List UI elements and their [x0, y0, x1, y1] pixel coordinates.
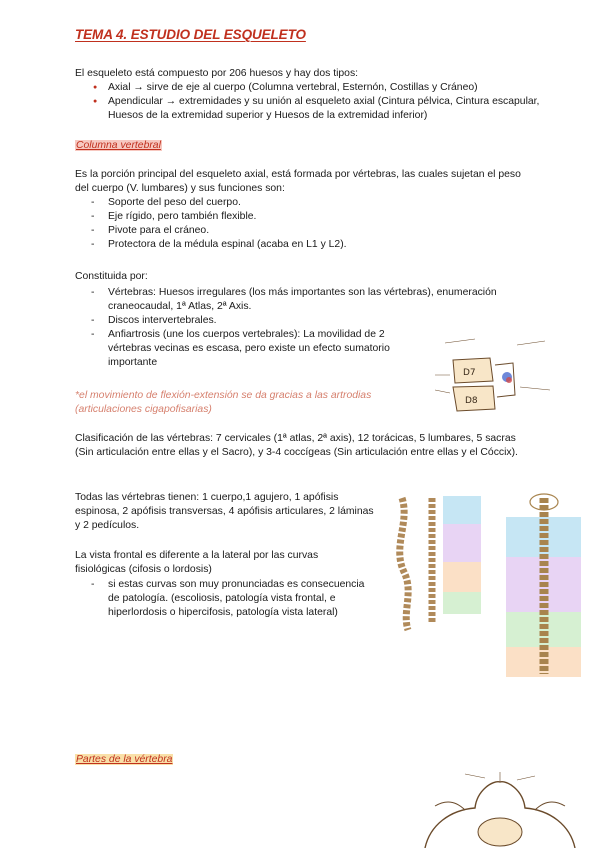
section-heading-partes: Partes de la vértebra	[76, 754, 173, 765]
vertebrae-diagram	[435, 335, 565, 415]
intro-text: El esqueleto está compuesto por 206 huesos y hay dos tipos:	[75, 68, 359, 79]
list-item: - si estas curvas son muy pronunciadas es consecuencia de patología. (escoliosis, patología vista frontal, e hiperlordosis o hipercifosis, patología vista lateral)	[108, 578, 378, 620]
list-item: - Discos intervertebrales.	[108, 314, 538, 328]
functions-list	[108, 196, 528, 252]
list-item: ● Apendicular → extremidades y su unión al esqueleto axial (Cintura pélvica, Cintura escapular, Huesos de la extremidad superior y Huesos de la extremidad inferior)	[108, 95, 548, 123]
clasificacion-text: Clasificación de las vértebras: 7 cervicales (1ª atlas, 2ª axis), 12 torácicas, 5 lumbares, 5 sacras (Sin articulación entre ellas y el Sacro), y 3-4 coccígeas (Sin articulación entre ellas y el Cóccix).	[75, 433, 518, 458]
list-item: - Anfiartrosis (une los cuerpos vertebrales): La movilidad de 2 vértebras vecinas es escasa, pero existe un efecto sumatorio importante	[108, 328, 400, 370]
spine-lateral-image	[388, 492, 483, 637]
list-item: - Vértebras: Huesos irregulares (los más importantes son las vértebras), enumeración craneocaudal, 1ª Atlas, 2ª Axis.	[108, 286, 538, 314]
vista-text: La vista frontal es diferente a la lateral por las curvas fisiológicas (cifosis o lordosis)	[75, 550, 319, 575]
list-item: - Eje rígido, pero también flexible.	[108, 210, 528, 224]
list-item: - Pivote para el cráneo.	[108, 224, 528, 238]
list-item: ● Axial → sirve de eje al cuerpo (Columna vertebral, Esternón, Costillas y Cráneo)	[108, 81, 548, 95]
d8-label: D8	[465, 396, 478, 406]
list-item: - Protectora de la médula espinal (acaba en L1 y L2).	[108, 238, 528, 252]
page-title: TEMA 4. ESTUDIO DEL ESQUELETO	[75, 27, 306, 42]
section-heading-columna: Columna vertebral	[76, 140, 161, 151]
vertebra-parts-image	[405, 770, 580, 848]
columna-text: Es la porción principal del esqueleto axial, está formada por vértebras, las cuales sujetan el peso del cuerpo (V. lumbares) y sus funciones son:	[75, 169, 521, 194]
vista-list	[108, 578, 378, 620]
d7-label: D7	[463, 368, 476, 378]
list-item: - Soporte del peso del cuerpo.	[108, 196, 528, 210]
note-flexion: *el movimiento de flexión-extensión se da gracias a las artrodias (articulaciones cigapofisarias)	[75, 390, 372, 415]
intro-list	[108, 81, 548, 123]
todas-text: Todas las vértebras tienen: 1 cuerpo,1 agujero, 1 apófisis espinosa, 2 apófisis transversas, 4 apófisis articulares, 2 láminas y 2 pedículos.	[75, 492, 374, 531]
constituida-label: Constituida por:	[75, 271, 148, 282]
spine-frontal-image	[506, 492, 581, 682]
